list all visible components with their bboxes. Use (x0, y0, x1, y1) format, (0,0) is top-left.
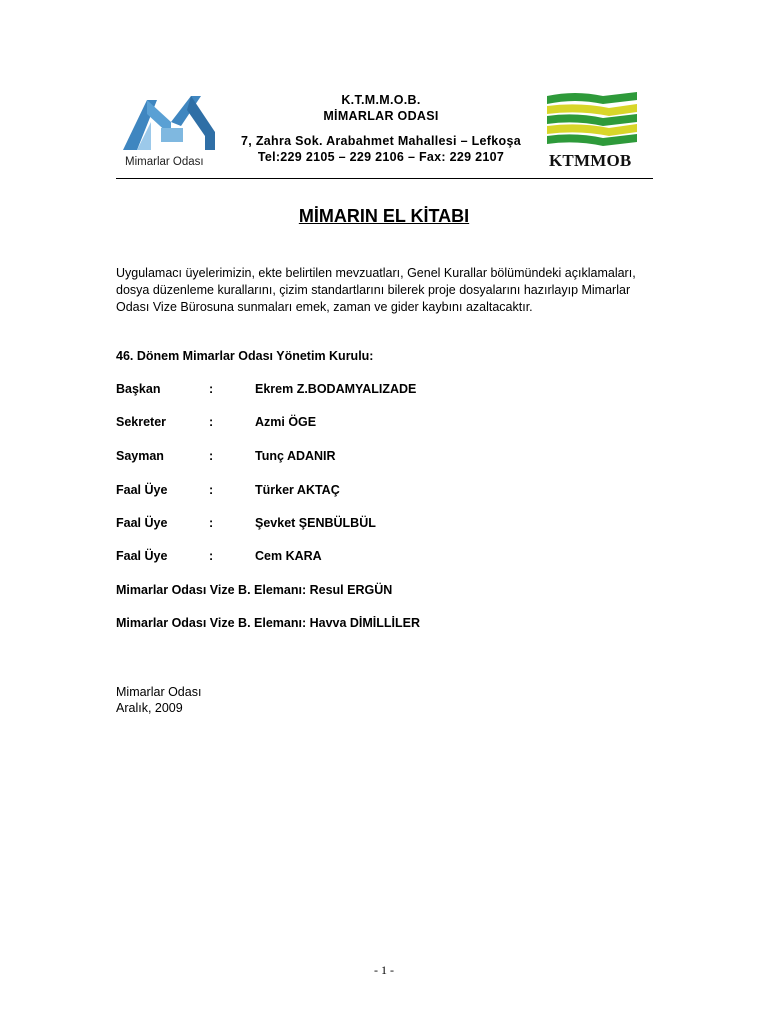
member-role: Başkan (116, 382, 161, 396)
page-number: - 1 - (374, 963, 394, 977)
ktmmob-logo (545, 90, 641, 174)
roof-logo-icon (121, 92, 217, 156)
vize-staff-line: Mimarlar Odası Vize B. Elemanı: Havva DİMİLLİLER (116, 616, 421, 630)
member-role: Faal Üye (116, 516, 168, 530)
header-organization (222, 93, 540, 165)
member-role: Sekreter (116, 415, 167, 429)
vize-staff-line: Mimarlar Odası Vize B. Elemanı: Resul ERGÜN (116, 583, 393, 597)
member-name: Ekrem Z.BODAMYALIZADE (255, 382, 417, 396)
member-separator: : (209, 483, 214, 497)
member-separator: : (209, 549, 214, 563)
member-role: Faal Üye (116, 483, 168, 497)
member-separator: : (209, 516, 214, 530)
signature-block (116, 684, 201, 716)
ktmmob-logo-text: KTMMOB (549, 151, 632, 170)
member-name: Tunç ADANIR (255, 449, 336, 463)
ktmmob-stripes-icon (545, 90, 641, 150)
signature-date: Aralık, 2009 (116, 701, 183, 715)
member-separator: : (209, 415, 214, 429)
header-divider (116, 178, 653, 179)
member-separator: : (209, 449, 214, 463)
signature-org: Mimarlar Odası (116, 685, 202, 699)
intro-paragraph: Uygulamacı üyelerimizin, ekte belirtilen mevzuatları, Genel Kurallar bölümündeki açıklamaları, dosya düzenleme kurallarını, çizim standartlarını bilerek proje dosyalarını hazırlayıp Mimarlar Odası Vize Bürosuna sunmaları emek, zaman ve gider kaybını azaltacaktır. (116, 266, 636, 314)
member-role: Faal Üye (116, 549, 168, 563)
mimarlar-odasi-logo (121, 92, 217, 174)
board-heading: 46. Dönem Mimarlar Odası Yönetim Kurulu: (116, 349, 374, 363)
member-name: Şevket ŞENBÜLBÜL (255, 516, 376, 530)
document-title: MİMARIN EL KİTABI (298, 206, 470, 226)
member-name: Cem KARA (255, 549, 322, 563)
member-role: Sayman (116, 449, 164, 463)
org-line-1: K.T.M.M.O.B. (341, 93, 421, 107)
phone-line: Tel:229 2105 – 229 2106 – Fax: 229 2107 (257, 149, 505, 164)
member-name: Azmi ÖGE (255, 415, 317, 429)
member-name: Türker AKTAÇ (255, 483, 340, 497)
org-line-2: MİMARLAR ODASI (323, 108, 439, 123)
address-line: 7, Zahra Sok. Arabahmet Mahallesi – Lefkoşa (241, 134, 521, 148)
left-logo-caption: Mimarlar Odası (125, 156, 204, 168)
member-separator: : (209, 382, 214, 396)
